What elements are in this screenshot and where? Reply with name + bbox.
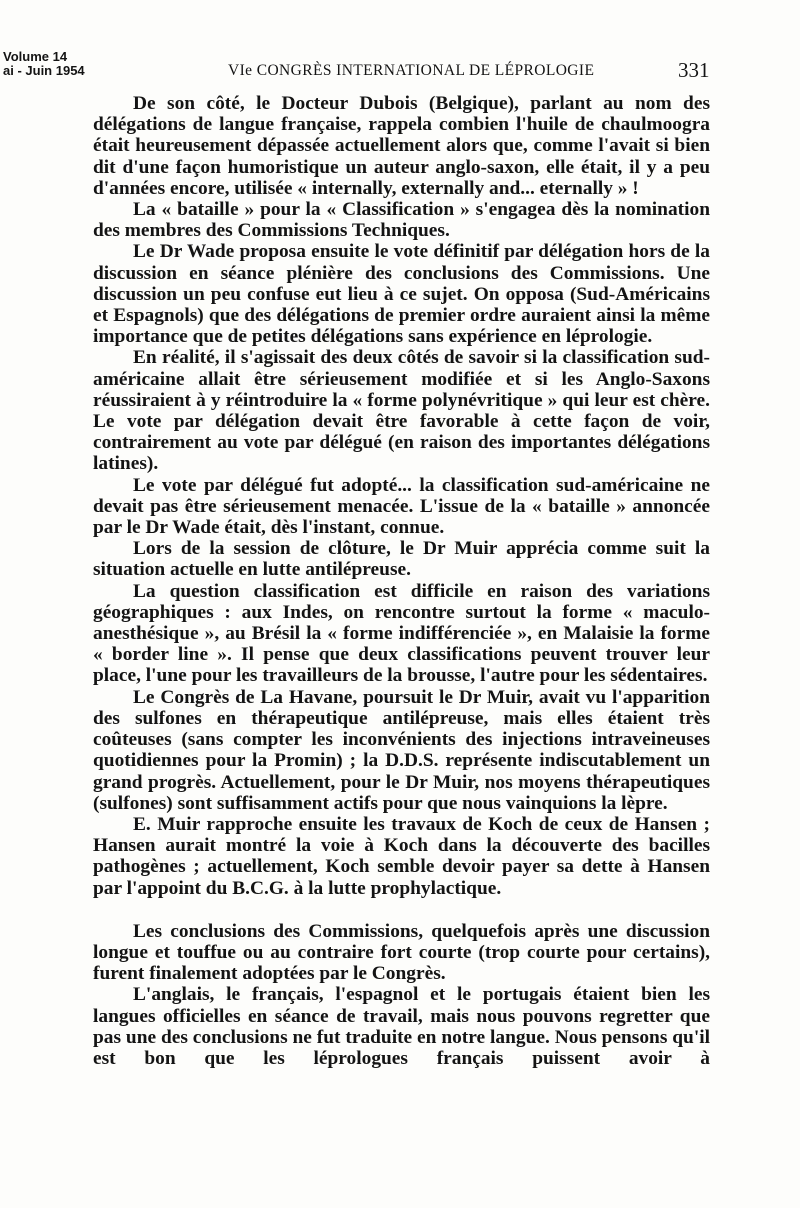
- article-body: [93, 93, 710, 1069]
- paragraph: Le Congrès de La Havane, poursuit le Dr Muir, avait vu l'apparition des sulfones en thérapeutique antilépreuse, mais elles étaient très coûteuses (sans compter les inconvénients des injections intraveineuses quotidiennes pour la Promin) ; la D.D.S. représente indiscutablement un grand progrès. Actuellement, pour le Dr Muir, nos moyens thérapeutiques (sulfones) sont suffisamment actifs pour que nous vainquions la lèpre.: [93, 686, 710, 814]
- paragraph: La question classification est difficile en raison des variations géographiques : aux Indes, on rencontre surtout la forme « maculo-anesthésique », au Brésil la « forme indifférenciée », en Malaisie la forme « border line ». Il pense que deux classifications peuvent trouver leur place, l'une pour les travailleurs de la brousse, l'autre pour les sédentaires.: [93, 580, 710, 687]
- paragraph: E. Muir rapproche ensuite les travaux de Koch de ceux de Hansen ; Hansen aurait montré la voie à Koch dans la découverte des bacilles pathogènes ; actuellement, Koch semble devoir payer sa dette à Hansen par l'appoint du B.C.G. à la lutte prophylactique.: [93, 813, 710, 899]
- paragraph: L'anglais, le français, l'espagnol et le portugais étaient bien les langues officielles en séance de travail, mais nous pouvons regretter que pas une des conclusions ne fut traduite en notre langue. Nous pensons qu'il est bon que les léprologues français puissent avoir à: [93, 984, 710, 1069]
- paragraph: Les conclusions des Commissions, quelquefois après une discussion longue et touffue ou au contraire fort courte (trop courte pour certains), furent finalement adoptées par le Congrès.: [93, 920, 710, 985]
- paragraph: Le Dr Wade proposa ensuite le vote définitif par délégation hors de la discussion en séance plénière des conclusions des Commissions. Une discussion un peu confuse eut lieu à ce sujet. On opposa (Sud-Américains et Espagnols) que des délégations de premier ordre auraient ainsi la même importance que de petites délégations sans expérience en léprologie.: [93, 241, 710, 348]
- page-number: 331: [678, 58, 710, 82]
- paragraph: La « bataille » pour la « Classification » s'engagea dès la nomination des membres des Commissions Techniques.: [93, 199, 710, 242]
- running-title: VIe CONGRÈS INTERNATIONAL DE LÉPROLOGIE: [228, 62, 595, 79]
- issue-date: ai - Juin 1954: [3, 63, 85, 78]
- journal-volume-issue: [3, 50, 85, 78]
- paragraph: En réalité, il s'agissait des deux côtés de savoir si la classification sud-américaine allait être sérieusement modifiée et si les Anglo-Saxons réussiraient à y réintroduire la « forme polynévritique » qui leur est chère. Le vote par délégation devait être favorable à cette façon de voir, contrairement au vote par délégué (en raison des importantes délégations latines).: [93, 347, 710, 475]
- paragraph: De son côté, le Docteur Dubois (Belgique), parlant au nom des délégations de langue française, rappela combien l'huile de chaulmoogra était heureusement dépassée actuellement alors que, comme l'avait si bien dit d'une façon humoristique un auteur anglo-saxon, elle était, il y a peu d'années encore, utilisée « internally, externally and... eternally » !: [93, 93, 710, 199]
- paragraph: Lors de la session de clôture, le Dr Muir apprécia comme suit la situation actuelle en lutte antilépreuse.: [93, 538, 710, 581]
- paragraph: Le vote par délégué fut adopté... la classification sud-américaine ne devait pas être sérieusement menacée. L'issue de la « bataille » annoncée par le Dr Wade était, dès l'instant, connue.: [93, 474, 710, 539]
- volume-number: Volume 14: [3, 49, 68, 64]
